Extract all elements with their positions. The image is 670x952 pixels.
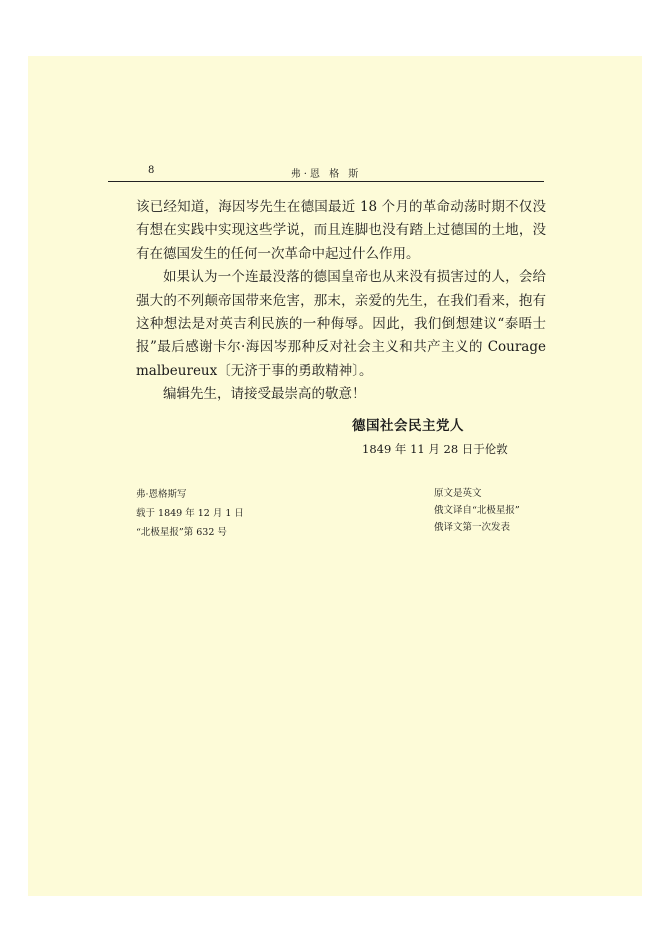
note-author: 弗·恩格斯写 — [136, 489, 187, 500]
page-background — [28, 56, 642, 896]
paragraph-3: 编辑先生，请接受最崇高的敬意！ — [163, 386, 366, 403]
note-publication: “北极星报”第 632 号 — [136, 527, 227, 538]
source-notes-right — [434, 485, 520, 536]
note-published-date: 载于 1849 年 12 月 1 日 — [136, 508, 244, 519]
signature-org: 德国社会民主党人 — [352, 418, 464, 434]
note-original-language: 原文是英文 — [434, 488, 482, 499]
page-number: 8 — [148, 165, 155, 176]
source-notes-left — [136, 485, 244, 542]
note-translated-from: 俄文译自“北极星报” — [434, 505, 520, 516]
signature-date: 1849 年 11 月 28 日于伦敦 — [362, 442, 508, 456]
paragraph-1: 该已经知道，海因岑先生在德国最近 18 个月的革命动荡时期不仅没有想在实践中实现这些学说，而且连脚也没有踏上过德国的土地，没有在德国发生的任何一次革命中起过什么作用。 — [136, 199, 546, 262]
page-header — [108, 162, 544, 182]
note-first-publication: 俄译文第一次发表 — [434, 522, 511, 533]
letter-body — [136, 196, 546, 407]
running-title: 弗·恩 格 斯 — [290, 169, 362, 180]
paragraph-2: 如果认为一个连最没落的德国皇帝也从来没有损害过的人，会给强大的不列颠帝国带来危害，那末，亲爱的先生，在我们看来，抱有这种想法是对英吉利民族的一种侮辱。因此，我们倒想建议“泰晤士报”最后感谢卡尔·海因岑那种反对社会主义和共产主义的 Courage malbeureux〔无济于事的勇敢精神〕。 — [136, 269, 546, 379]
